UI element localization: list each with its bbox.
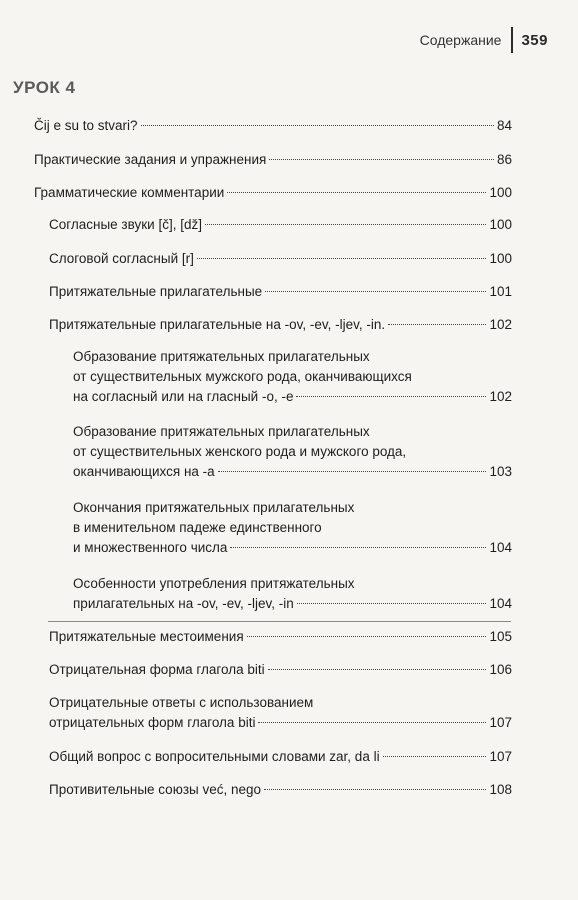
dot-leader — [205, 224, 487, 225]
lesson-title: УРОК 4 — [13, 78, 76, 97]
toc-entry-line: оканчивающихся на -а — [73, 464, 215, 479]
toc-entry-line: Отрицательные ответы с использованием — [49, 695, 314, 710]
toc-entry-line: Притяжательные прилагательные — [49, 284, 263, 299]
toc-page-number: 108 — [489, 782, 512, 797]
toc-entry — [49, 780, 512, 800]
toc-entry-line: Окончания притяжательных прилагательных — [73, 500, 355, 515]
toc-entry — [49, 660, 512, 680]
dot-leader — [269, 159, 494, 160]
toc-page-number: 100 — [489, 251, 512, 266]
toc-entry — [34, 183, 512, 203]
toc-page-number: 101 — [489, 284, 512, 299]
toc-page-number: 106 — [489, 662, 512, 677]
dot-leader — [227, 192, 486, 193]
toc-entry-line: Практические задания и упражнения — [34, 152, 267, 167]
dot-leader — [268, 669, 487, 670]
toc-page-number: 103 — [489, 464, 512, 479]
toc-page-number: 86 — [496, 152, 512, 167]
running-title: Содержание — [419, 32, 502, 48]
toc-entry-line: Образование притяжательных прилагательных — [73, 424, 370, 439]
toc-entry — [73, 574, 512, 614]
toc-entry-line: Слоговой согласный [r] — [49, 251, 194, 266]
toc-entry — [49, 249, 512, 269]
toc-entry-line: в именительном падеже единственного — [73, 520, 322, 535]
dot-leader — [141, 125, 494, 126]
toc-entry-line: Общий вопрос с вопросительными словами zar, da li — [49, 749, 380, 764]
toc-entry-line: Образование притяжательных прилагательных — [73, 349, 370, 364]
toc-entry — [73, 347, 512, 407]
toc-entry-line: отрицательных форм глагола biti — [49, 715, 256, 730]
dot-leader — [247, 636, 487, 637]
toc-entry-line: от существительных мужского рода, оканчивающихся — [73, 369, 412, 384]
toc-page-number: 100 — [489, 217, 512, 232]
toc-entry — [73, 422, 512, 482]
toc-entry — [49, 315, 512, 335]
toc-entry-line: Согласные звуки [č], [dž] — [49, 217, 202, 232]
toc-page-number: 107 — [489, 715, 512, 730]
toc-page-number: 102 — [489, 317, 512, 332]
toc-entry-line: и множественного числа — [73, 540, 228, 555]
toc-entry-line: от существительных женского рода и мужского рода, — [73, 444, 407, 459]
dot-leader — [296, 396, 486, 397]
dot-leader — [265, 291, 486, 292]
dot-leader — [297, 603, 487, 604]
toc-page-number: 104 — [489, 540, 512, 555]
toc-entry-line: Особенности употребления притяжательных — [73, 576, 355, 591]
dot-leader — [218, 471, 487, 472]
toc-entry-line: прилагательных на -ov, -ev, -ljev, -in — [73, 596, 294, 611]
toc-page-number: 107 — [489, 749, 512, 764]
toc-page-number: 100 — [489, 185, 512, 200]
toc-entry — [49, 693, 512, 733]
dot-leader — [258, 722, 486, 723]
toc-entry-line: Отрицательная форма глагола biti — [49, 662, 265, 677]
page-number: 359 — [521, 31, 548, 49]
toc-entry — [49, 282, 512, 302]
toc-entry — [49, 215, 512, 235]
toc-entry — [34, 116, 512, 136]
toc-page-number: 104 — [489, 596, 512, 611]
toc-entry-line: Притяжательные местоимения — [49, 629, 244, 644]
dot-leader — [230, 547, 486, 548]
toc-page-number: 102 — [489, 389, 512, 404]
toc-entry-line: Притяжательные прилагательные на -ov, -ev, -ljev, -in. — [49, 317, 386, 332]
dot-leader — [197, 258, 487, 259]
toc-entry — [34, 150, 512, 170]
section-divider — [48, 621, 511, 622]
dot-leader — [388, 324, 486, 325]
toc-page-number: 84 — [496, 118, 512, 133]
dot-leader — [264, 789, 486, 790]
toc-entry — [49, 747, 512, 767]
toc-entry-line: Противительные союзы već, nego — [49, 782, 261, 797]
toc-entry-line: Čij e su to stvari? — [34, 118, 138, 133]
toc-entry-line: Грамматические комментарии — [34, 185, 225, 200]
dot-leader — [383, 756, 487, 757]
toc-entry-line: на согласный или на гласный -о, -е — [73, 389, 294, 404]
toc-entry — [73, 498, 512, 558]
toc-entry — [49, 627, 512, 647]
toc-page-number: 105 — [489, 629, 512, 644]
